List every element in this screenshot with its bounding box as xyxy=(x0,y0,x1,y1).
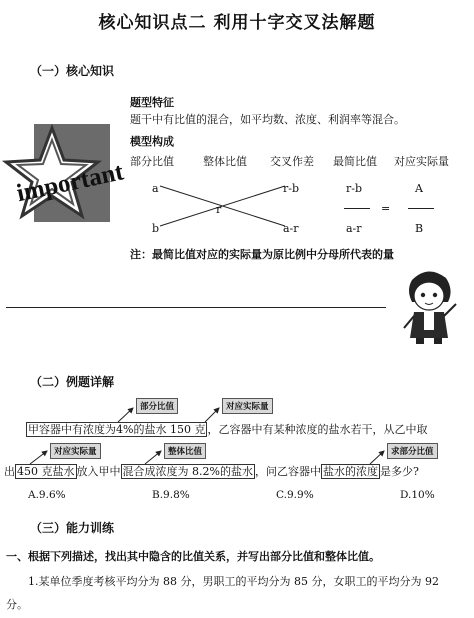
diagram-r: r xyxy=(216,203,222,216)
choice-d[interactable]: D.10% xyxy=(400,489,435,501)
col-cross-diff: 交叉作差 xyxy=(270,155,314,168)
line1-rest: ，乙容器中有某种浓度的盐水若干，从乙中取 xyxy=(207,423,428,436)
example-line-1 xyxy=(26,423,427,437)
section-heading-example: （二）例题详解 xyxy=(30,375,115,389)
type-feature-desc: 题干中有比值的混合，如平均数、浓度、利润率等混合。 xyxy=(130,113,405,126)
diagram-b: b xyxy=(152,222,160,235)
col-part-ratio: 部分比值 xyxy=(130,155,174,168)
tag-actual-qty-2: 对应实际量 xyxy=(50,443,101,459)
example-line-2 xyxy=(4,465,419,479)
type-feature-label: 题型特征 xyxy=(130,96,174,109)
col-simplest-ratio: 最简比值 xyxy=(333,155,377,168)
line2-pre: 出 xyxy=(4,465,15,478)
fraction-bar-right xyxy=(408,208,434,209)
important-badge xyxy=(12,118,126,226)
section-heading-core-knowledge: （一）核心知识 xyxy=(30,64,115,78)
diagram-A: A xyxy=(415,182,423,195)
important-text: important xyxy=(14,158,126,208)
line2-mid1: 放入甲中 xyxy=(76,465,121,478)
boxed-450g: 450 克盐水 xyxy=(17,465,75,478)
diagram-ar: a-r xyxy=(283,222,299,235)
section-divider xyxy=(6,307,386,308)
fraction-bar-left xyxy=(344,208,370,209)
choice-b[interactable]: B.9.8% xyxy=(152,489,190,501)
practice-q1-line2: 分。 xyxy=(6,598,28,611)
answer-choices xyxy=(0,489,474,505)
boxed-mix-concentration: 混合成浓度为 8.2%的盐水 xyxy=(122,465,253,478)
cartoon-character-illustration xyxy=(398,268,460,346)
equals-sign: = xyxy=(381,202,391,215)
col-whole-ratio: 整体比值 xyxy=(203,155,247,168)
diagram-B: B xyxy=(415,222,424,235)
tag-whole-ratio: 整体比值 xyxy=(164,443,206,459)
boxed-brine-concentration: 盐水的浓度 xyxy=(322,465,378,478)
section-heading-practice: （三）能力训练 xyxy=(30,521,115,535)
diagram-a: a xyxy=(152,182,159,195)
tag-part-ratio: 部分比值 xyxy=(136,398,178,414)
fraction-top: r-b xyxy=(346,182,363,195)
page-title: 核心知识点二 利用十字交叉法解题 xyxy=(98,13,376,33)
tag-actual-qty-1: 对应实际量 xyxy=(222,398,273,414)
col-actual-qty: 对应实际量 xyxy=(394,155,449,168)
model-label: 模型构成 xyxy=(130,135,174,148)
line2-post: 是多少? xyxy=(379,465,419,478)
diagram-rb: r-b xyxy=(283,182,300,195)
choice-a[interactable]: A.9.6% xyxy=(28,489,66,501)
practice-q1-line1: 1.某单位季度考核平均分为 88 分，男职工的平均分为 85 分，女职工的平均分为 92 xyxy=(28,575,439,588)
fraction-bottom: a-r xyxy=(346,222,362,235)
practice-question-title: 一、根据下列描述，找出其中隐含的比值关系，并写出部分比值和整体比值。 xyxy=(6,550,380,563)
line2-mid2: ，问乙容器中 xyxy=(254,465,321,478)
core-note: 注：最简比值对应的实际量为原比例中分母所代表的量 xyxy=(130,248,394,261)
choice-c[interactable]: C.9.9% xyxy=(276,489,314,501)
boxed-jia-container: 甲容器中有浓度为4%的盐水 150 克 xyxy=(28,423,206,436)
tag-find-part: 求部分比值 xyxy=(387,443,438,459)
